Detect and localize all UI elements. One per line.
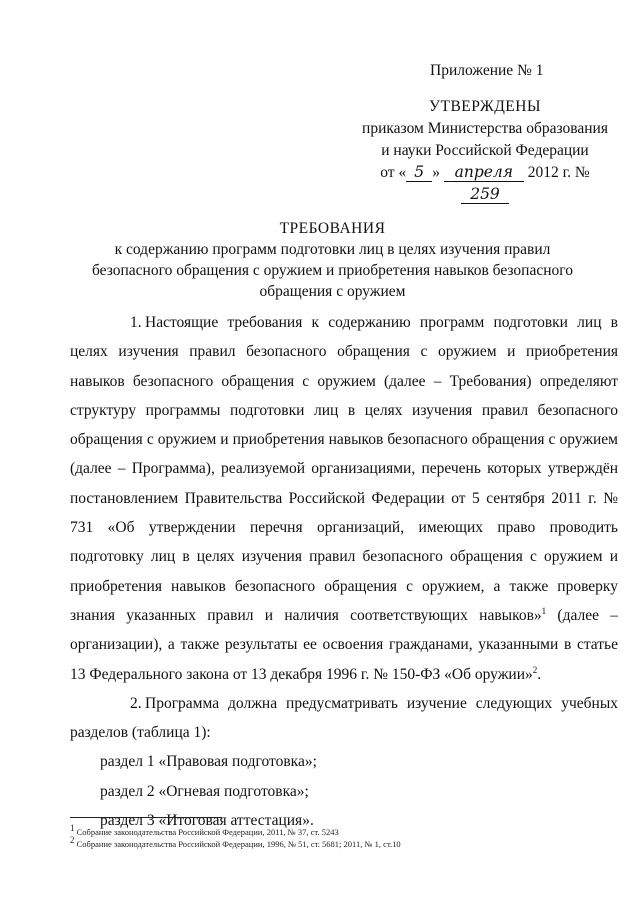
section-item-1: раздел 1 «Правовая подготовка»; (100, 753, 317, 771)
handwritten-day: 5 (406, 163, 432, 182)
footnote-1 (70, 823, 590, 838)
footnote-2-mark: 2 (70, 835, 75, 846)
footnote-ref-2: 2 (532, 664, 538, 675)
paragraph-1 (70, 308, 618, 689)
paragraph-1-text-a: Настоящие требования к содержанию программ подготовки лиц в целях изучения правил безопасного обращения с оружием и приобретения навыков безопасного обращения с оружием (далее – Требования) определяют структуру программы подготовки лиц в целях изучения правил безопасного обращения с оружием и приобретения навыков безопасного обращения с оружием (далее – Программа), реализуемой организациями, перечень которых утверждён постановлением Правительства Российской Федерации от 5 сентября 2011 г. № 731 «Об утверждении перечня организаций, имеющих право проводить подготовку лиц в целях изучения правил безопасного обращения с оружием и приобретения навыков безопасного обращения с оружием, а также проверку знания указанных правил и наличия соответствующих навыков» (70, 314, 618, 624)
section-item-3: раздел 3 «Итоговая аттестация». (100, 812, 314, 830)
footnote-2 (70, 835, 590, 850)
title-line-1: к содержанию программ подготовки лиц в целях изучения правил (114, 241, 551, 258)
order-line-1: приказом Министерства образования (362, 120, 608, 137)
date-mid: » (432, 164, 440, 181)
approved-heading: УТВЕРЖДЕНЫ (429, 98, 541, 115)
date-year: 2012 г. № (527, 164, 590, 181)
footnote-2-text: Собрание законодательства Российской Федерации, 1996, № 51, ст. 5681; 2011, № 1, ст.10 (74, 839, 401, 849)
handwritten-month: апреля (444, 163, 524, 182)
footnote-1-mark: 1 (70, 823, 75, 834)
handwritten-order-number: 259 (461, 185, 509, 204)
approval-block (360, 96, 610, 206)
order-date-line (360, 162, 610, 206)
footnote-1-text: Собрание законодательства Российской Федерации, 2011, № 37, ст. 5243 (74, 827, 339, 837)
document-body (70, 308, 618, 835)
section-item-2: раздел 2 «Огневая подготовка»; (100, 782, 309, 800)
paragraph-2-text: Программа должна предусматривать изучение следующих учебных разделов (таблица 1): (70, 694, 618, 742)
order-line-2: и науки Российской Федерации (381, 142, 589, 159)
title-main: ТРЕБОВАНИЯ (279, 220, 386, 237)
title-line-2: безопасного обращения с оружием и приобретения навыков безопасного (91, 262, 574, 279)
paragraph-1-text-c: . (537, 665, 542, 683)
date-prefix: от « (380, 164, 407, 181)
title-line-3: обращения с оружием (259, 283, 406, 300)
paragraph-2 (70, 689, 618, 748)
paragraph-1-text-b: (далее – организации), а также результаты ее освоения гражданами, указанными в статье 13 Федерального закона от 13 декабря 1996 г. № 150-ФЗ «Об оружии» (70, 606, 618, 683)
footnote-divider (70, 817, 222, 818)
footnote-ref-1: 1 (541, 605, 547, 616)
footnotes (70, 823, 590, 850)
appendix-label: Приложение № 1 (430, 62, 544, 79)
document-title (80, 218, 585, 302)
paragraph-1-number: 1. (130, 314, 142, 331)
paragraph-2-number: 2. (130, 694, 142, 712)
